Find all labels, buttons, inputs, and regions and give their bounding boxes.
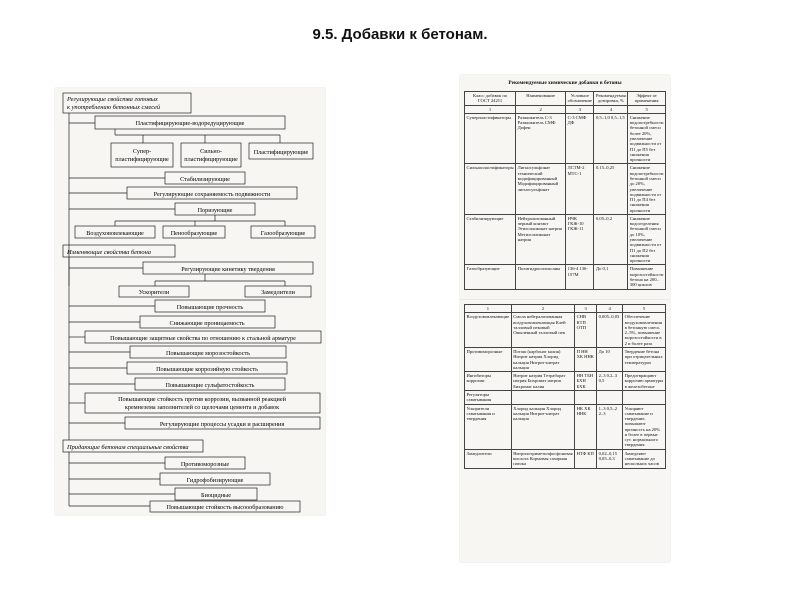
table-cell: [575, 390, 597, 404]
box-gazo: Газообразующие: [260, 230, 306, 237]
table-cell: Разжижитель С-3 Разжижитель СМФ Дофен: [516, 113, 566, 164]
table-cell: Снижение водопотребности бетонной смеси более 20%, увеличение подвижности от П1 до П5 без снижения прочности: [629, 114, 664, 163]
table-cell: ЛСТМ-2 МТС-1: [566, 164, 594, 215]
table-cell: Твердение бетона при отрицательных температурах: [623, 347, 666, 371]
page-title: 9.5. Добавки к бетонам.: [312, 26, 488, 43]
table-cell: Суперпластификаторы: [465, 113, 516, 164]
table-cell: [597, 390, 623, 404]
table-cell: Снижение водопотребности бетонной смеси до 20%, увеличение подвижности от П1 до П4 без снижения прочности: [629, 165, 664, 213]
group-3-heading: Придающие бетонам специальные свойства: [67, 444, 189, 451]
box-super-2: пластифицирующие: [115, 156, 169, 163]
box-bioc: Биоцидные: [201, 492, 231, 499]
table-cell: 0,15–0,25: [594, 164, 628, 215]
additives-table-part2: [460, 300, 670, 562]
table1: [464, 91, 666, 290]
group-1-line2: к употреблению бетонных смесей: [67, 104, 161, 111]
table-cell: Ускорители схватывания и твердения: [465, 404, 512, 449]
table-cell: 0,02–0,15 0,05–0,3: [597, 449, 623, 468]
table-cell: Лигносульфонат технический модифицированный Модифицированный лигносульфонат: [516, 164, 566, 215]
table2-num: 2: [511, 305, 574, 313]
table-cell: 0,5–1,0 0,5–1,5: [594, 113, 628, 164]
box-korrsh-2: кремнезема заполнителей со щелочами цемента и добавок: [124, 404, 280, 411]
table-cell: До 10: [597, 347, 623, 371]
box-prochn: Повышающие прочность: [176, 304, 244, 311]
box-zasch: Повышающие защитные свойства по отношению к стальной арматуре: [110, 335, 296, 342]
table-cell: Поташ (карбонат калия) Нитрит натрия Хлорид кальция Нитрит-нитрат кальция: [511, 347, 574, 371]
table-cell: Регуляторы схватывания: [465, 390, 512, 404]
table-row: [465, 313, 666, 348]
box-moroz: Повышающие морозостойкость: [166, 350, 250, 357]
table-cell: 0,005–0,03: [597, 313, 623, 348]
box-zamed: Замедлители: [261, 289, 295, 296]
box-uskor: Ускорители: [138, 289, 170, 296]
box-korrsh-1: Повышающие стойкость против коррозии, вызванной реакцией: [118, 396, 286, 403]
table-cell: До 0,1: [594, 265, 628, 289]
table-cell: НТФ КП: [575, 449, 597, 468]
table-cell: Нитрит натрия Тетраборат натрия Бихромат натрия Бихромат калия: [511, 372, 574, 391]
box-silno-2: пластифицирующие: [184, 156, 238, 163]
additives-table-part1: [460, 75, 670, 300]
table-row: [465, 347, 666, 371]
table-cell: Предотвращают коррозию арматуры в железобетоне: [623, 372, 666, 391]
table1-header: Условное обозначение: [567, 93, 592, 104]
box-plastif: Пластифицирующие: [253, 149, 309, 156]
table2-num: 4: [597, 305, 623, 313]
scheme-diagram: [55, 88, 325, 515]
table-cell: Смола нейтрализованная воздухововлекающая Клей талловый пековый Омыленный талловый пек: [511, 313, 574, 348]
table-cell: 2–3 0,2–3 0,5: [597, 372, 623, 391]
table-title: Рекомендуемые химические добавки в бетоны: [508, 80, 622, 86]
table1-num: 2: [516, 105, 566, 113]
table-cell: Нейтрализованный черный контакт Этилсиликонат натрия Метилсиликонат натрия: [516, 214, 566, 265]
table-cell: П НН ХК ННК: [575, 347, 597, 371]
table-cell: Обеспечение воздухововлечения в бетонную смесь 2–5%, повышение морозостойкости в 2 и более раза: [623, 313, 666, 348]
table-cell: Замедлители: [465, 449, 512, 468]
table1-header: Класс добавок по ГОСТ 24211: [465, 92, 516, 106]
table1-num: 1: [465, 105, 516, 113]
table-cell: СНВ КТП ОТП: [575, 313, 597, 348]
table2: [464, 304, 666, 469]
box-silno-1: Сильно-: [200, 148, 222, 155]
group-2-heading: Изменяющие свойства бетона: [67, 249, 151, 256]
box-sulf: Повышающие сульфатостойкость: [165, 382, 255, 389]
box-gidro: Гидрофобизирующие: [186, 477, 244, 484]
table-cell: 0,05–0,2: [594, 214, 628, 265]
table2-num: 1: [465, 305, 512, 313]
table-row: [465, 449, 666, 468]
table1-num: 4: [594, 105, 628, 113]
table-row: [465, 265, 666, 289]
table1-header: Эффект от применения: [628, 92, 666, 106]
table1-header: Рекомендуемая дозировка, %: [595, 93, 626, 104]
table-cell: НЧК ГКЖ-10 ГКЖ-11: [566, 214, 594, 265]
table-cell: НК ХК ННК: [575, 404, 597, 449]
table1-header: Наименование: [516, 92, 566, 106]
box-kinet: Регулирующие кинетику твердения: [181, 266, 275, 273]
table-cell: Ингибиторы коррозии: [465, 372, 512, 391]
table-cell: Противоморозные: [465, 347, 512, 371]
table2-num: 5: [623, 305, 666, 313]
box-peno: Пенообразующие: [170, 230, 218, 237]
box-plast: Пластифицирующие-водоредуцирующие: [135, 120, 245, 127]
table-row: [465, 113, 666, 164]
box-ognest: Повышающие стойкость высоообразованию: [166, 504, 284, 511]
box-stab: Стабилизирующие: [180, 176, 230, 183]
table-row: [465, 164, 666, 215]
table-cell: 1–3 0,5–2 2–3: [597, 404, 623, 449]
table-cell: [623, 390, 666, 404]
table2-num: 3: [575, 305, 597, 313]
box-super-1: Супер-: [132, 148, 152, 155]
table-cell: Повышение морозостойкости бетона на 200–300 циклов: [628, 265, 666, 289]
table-row: [465, 390, 666, 404]
box-vozd: Воздухововлекающие: [86, 230, 144, 237]
table-cell: 136-4 136-157М: [566, 265, 594, 289]
box-pronic: Снижающие проницаемость: [169, 320, 245, 327]
table-cell: Полигидросилоксаны: [516, 265, 566, 289]
box-protiv: Противоморозные: [180, 461, 230, 468]
table-cell: Газообразующие: [465, 265, 516, 289]
table-cell: Сильнопластификаторы: [465, 164, 516, 215]
table-cell: [511, 390, 574, 404]
group-1-line1: Регулирующие свойства готовых: [67, 96, 158, 103]
table-cell: Воздухововлекающие: [465, 313, 512, 348]
table-row: [465, 214, 666, 265]
table-row: [465, 404, 666, 449]
table-cell: Ускоряют схватывание и твердение, повышают прочность на 20% и более в первые сут. нормального твердения: [623, 404, 666, 449]
box-korr: Повышающие коррозийную стойкость: [156, 366, 258, 373]
table-cell: Замедляют схватывание до нескольких часов: [623, 449, 666, 468]
box-poriz: Поризующие: [197, 207, 233, 214]
table1-num: 5: [628, 105, 666, 113]
table-cell: Снижение водоотделения бетонной смеси до 10%, увеличение подвижности от П1 до П2 без снижения прочности: [628, 214, 666, 265]
table-cell: Хлорид кальция Хлорид кальция Нитрит-нитрат кальция: [511, 404, 574, 449]
table1-num: 3: [566, 105, 594, 113]
table-cell: С-3 СМФ ДФ: [566, 113, 594, 164]
box-usad: Регулирующие процессы усадки и расширения: [159, 421, 285, 428]
box-sohr: Регулирующие сохраняемость подвижности: [153, 191, 271, 198]
table-row: [465, 372, 666, 391]
table-cell: Стабилизирующие: [465, 214, 516, 265]
table-cell: Нитрилотриметилфосфоновая кислота Кормовая сахарная патока: [513, 450, 573, 467]
additives-classification-scheme: [55, 88, 325, 515]
table-cell: НН ТБН БХН БХК: [575, 372, 597, 391]
